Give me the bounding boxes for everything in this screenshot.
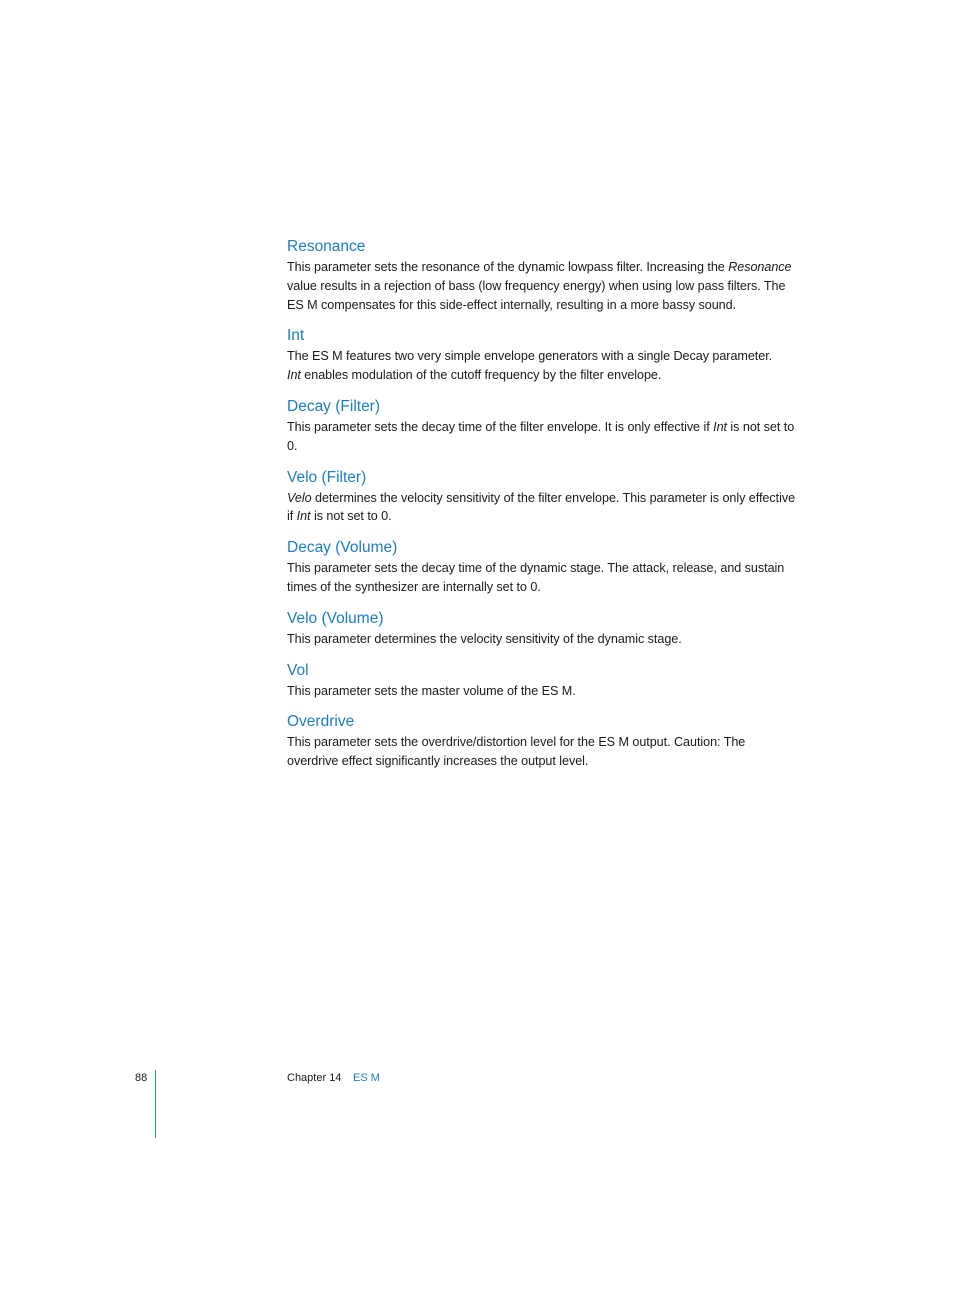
footer-divider <box>155 1070 156 1138</box>
section-body <box>287 559 797 597</box>
section-int <box>287 325 797 385</box>
text-run: This parameter sets the resonance of the dynamic lowpass filter. Increasing the <box>287 260 729 274</box>
footer-chapter-title: ES M <box>353 1072 380 1084</box>
section-body <box>287 733 797 771</box>
text-run: This parameter sets the decay time of the dynamic stage. The attack, release, and sustain times of the synthesizer are internally set to 0. <box>287 561 785 594</box>
text-run: is not set to 0. <box>287 419 795 453</box>
section-decay-filter <box>287 396 797 456</box>
section-heading: Int <box>287 327 305 345</box>
section-body <box>287 489 797 527</box>
section-heading: Resonance <box>287 238 366 255</box>
section-heading: Velo (Filter) <box>287 468 367 486</box>
page-number: 88 <box>135 1072 148 1084</box>
text-run: The ES M features two very simple envelope generators with a single Decay parameter. <box>287 349 773 364</box>
page-content <box>287 236 797 771</box>
italic-term: Int <box>713 419 727 434</box>
text-run: enables modulation of the cutoff frequency by the filter envelope. <box>300 368 662 383</box>
section-heading: Decay (Filter) <box>287 397 381 415</box>
italic-term: Resonance <box>728 260 792 274</box>
section-velo-filter <box>287 467 797 527</box>
italic-term: Int <box>287 368 301 383</box>
text-run: value results in a rejection of bass (low frequency energy) when using low pass filters. The ES M compensates for this side-effect internally, resulting in a more bassy sound. <box>287 278 786 312</box>
section-body <box>287 258 797 314</box>
text-run: This parameter sets the master volume of the ES M. <box>287 683 576 698</box>
section-heading: Vol <box>287 661 309 679</box>
section-decay-volume <box>287 537 797 597</box>
text-run: This parameter sets the decay time of the filter envelope. It is only effective if <box>287 419 714 434</box>
section-vol <box>287 660 797 701</box>
text-run: This parameter sets the overdrive/distortion level for the ES M output. Caution: The overdrive effect significantly increases the output level. <box>287 735 746 769</box>
section-heading: Decay (Volume) <box>287 539 398 557</box>
section-heading: Overdrive <box>287 713 355 731</box>
section-body <box>287 347 797 385</box>
section-heading: Velo (Volume) <box>287 609 384 627</box>
italic-term: Int <box>296 509 311 524</box>
section-body <box>287 682 797 701</box>
text-run: determines the velocity sensitivity of the filter envelope. This parameter is only effective if <box>287 490 796 524</box>
section-body <box>287 418 797 456</box>
section-velo-volume <box>287 608 797 649</box>
footer-chapter-label: Chapter 14 <box>287 1072 342 1084</box>
section-overdrive <box>287 711 797 771</box>
italic-term: Velo <box>287 490 312 505</box>
section-resonance <box>287 236 797 314</box>
text-run: This parameter determines the velocity sensitivity of the dynamic stage. <box>287 631 682 646</box>
text-run: is not set to 0. <box>310 509 392 524</box>
section-body <box>287 630 797 649</box>
